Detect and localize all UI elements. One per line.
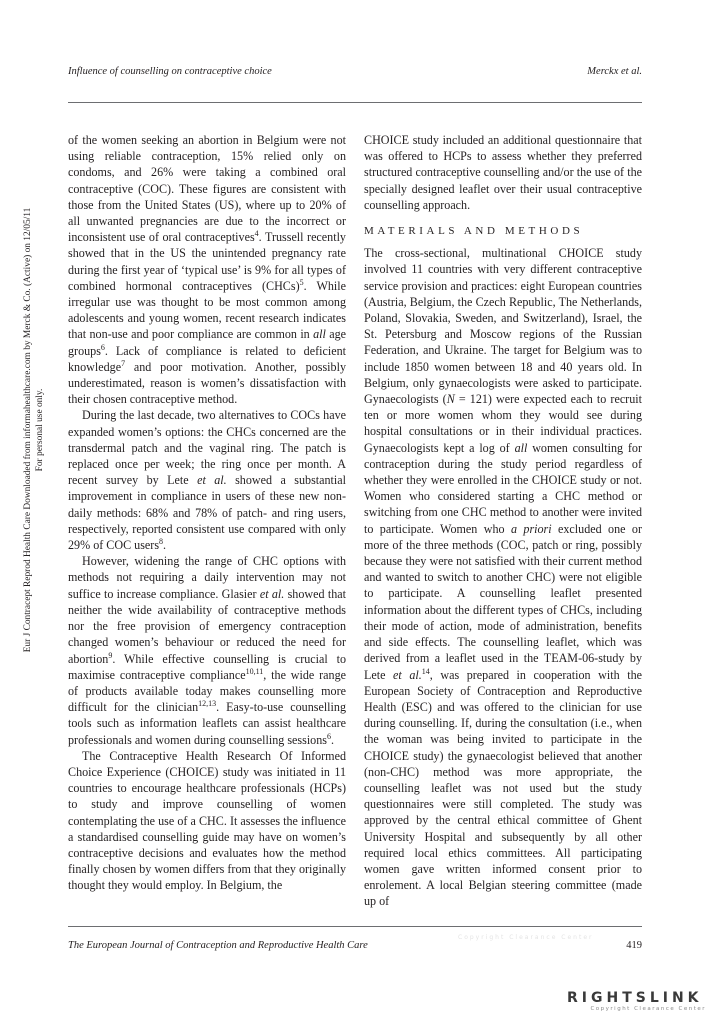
paragraph: CHOICE study included an additional questionnaire that was offered to HCPs to assess whether they preferred structured contraceptive counselling and/or the use of the specially designed leaflet over their usual contraceptive counselling approach. [364, 133, 642, 212]
running-header [68, 64, 642, 84]
citation[interactable]: 4 [254, 229, 259, 239]
section-heading: MATERIALS AND METHODS [364, 225, 584, 238]
citation[interactable]: 6 [326, 731, 331, 741]
citation[interactable]: 7 [121, 358, 126, 368]
citation[interactable]: 12,13 [198, 699, 217, 709]
citation[interactable]: 14 [421, 666, 430, 676]
download-notice-line: Eur J Contracept Reprod Health Care Downloaded from informahealthcare.com by Merck & Co. (Active) on 12/05/11 [23, 207, 33, 653]
page-number: 419 [626, 940, 642, 951]
running-title: Influence of counselling on contraceptive choice [68, 66, 272, 77]
citation[interactable]: 8 [159, 537, 164, 547]
paragraph: The Contraceptive Health Research Of Informed Choice Experience (CHOICE) study was initiated in 11 countries to encourage healthcare professionals (HCPs) to study and improve counselling of women contemplating the use of a CHC. It assesses the influence a standardised counselling guide may have on women’s contraceptive decisions and evaluates how the method finally chosen by women differs from that they originally thought they would employ. In Belgium, the [68, 748, 346, 893]
header-rule [68, 102, 642, 103]
citation[interactable]: 5 [299, 277, 304, 287]
citation[interactable]: 6 [100, 342, 105, 352]
personal-use-notice: For personal use only. [35, 388, 45, 472]
footer-rule [68, 926, 642, 927]
paragraph: The cross-sectional, multinational CHOICE study involved 11 countries with very different contraceptive service provision and practices: eight European countries (Austria, Belgium, the Czech Republic, The Netherlands, Poland, Slovakia, Sweden, and Switzerland), Israel, the St. Petersburg and Moscow regions of the Russian Federation, and Ukraine. The target for Belgium was to include 1850 women between 18 and 40 years old. In Belgium, only gynaecologists were asked to participate. Gynaecologists (N = 121) were expected each to recruit ten or more women whom they would see during hospital consultations or in their individual practices. Gynaecologists kept a log of all women consulting for contraception during the study period regardless of whether they were enrolled in the CHOICE study or not. Women who considered starting a CHC method or switching from one CHC method to another were invited to participate. Women who a priori excluded one or more of the three methods (COC, patch or ring, possibly because they were not satisfied with their current method and wanted to switch to another CHC) were not eligible to participate. A counselling leaflet presented information about the different types of CHCs, including their mode of action, mode of administration, benefits and side effects. The counselling leaflet, which was derived from a leaflet used in the TEAM-06-study by Lete et al.$^{14}$, was prepared in cooperation with the European Society of Contraception and Reproductive Health (ESC) and was offered to the clinician for use during counselling. If, during the consultation (i.e., when the woman was being invited to participate in the CHOICE study) the gynaecologist believed that another (non-CHC) method was more appropriate, the counselling leaflet was not used but the study questionnaires were still completed. The study was approved by the central ethical committee of Ghent University Hospital and subsequently by all other required local ethics committees. All participating women gave written informed consent prior to enrolement. A local Belgian steering committee (made up of [364, 246, 642, 909]
paragraph: of the women seeking an abortion in Belgium were not using reliable contraception, 15% relied only on condoms, and 26% were taking a combined oral contraceptive (COC). These figures are consistent with those from the United States (US), where up to 20% of all unwanted pregnancies are due to the incorrect or inconsistent use of oral contraceptives$^4$. Trussell recently showed that in the US the unintended pregnancy rate during the first year of ‘typical use’ is 9% for all types of combined hormonal contraceptives (CHCs)$^5$. While irregular use was thought to be most common among adolescents and young women, recent research indicates that non-use and poor compliance are common in all age groups$^6$. Lack of compliance is related to deficient knowledge$^7$ and poor motivation. Another, possibly underestimated, reason is women’s dissatisfaction with their chosen contraceptive method. [68, 133, 346, 407]
citation[interactable]: 9 [108, 650, 113, 660]
journal-name: The European Journal of Contraception and Reproductive Health Care [68, 940, 368, 951]
watermark-text: Copyright Clearance Center [458, 934, 594, 941]
download-notice [4, 160, 64, 700]
paragraph: During the last decade, two alternatives to COCs have expanded women’s options: the CHCs concerned are the transdermal patch and the vaginal ring. The patch is replaced once per week; the ring once per month. A recent survey by Lete et al. showed a substantial improvement in compliance in users of these new non-daily methods: 68% and 78% of patch- and ring users, respectively, reported consistent use compared with only 29% of COC users$^8$. [68, 408, 347, 553]
rightslink-wordmark: RIGHTSLINK [567, 990, 703, 1006]
right-column [364, 132, 642, 910]
rightslink-logo[interactable] [567, 990, 712, 1020]
running-authors: Merckx et al. [587, 66, 642, 77]
rightslink-subtitle: Copyright Clearance Center [590, 1006, 706, 1012]
left-column [68, 132, 346, 894]
citation[interactable]: 10,11 [245, 666, 264, 676]
paragraph: However, widening the range of CHC options with methods not requiring a daily intervention may not suffice to increase compliance. Glasier et al. showed that neither the wide availability of contraceptive methods nor the free provision of emergency contraception changed women’s behaviour or reduced the need for abortion$^9$. While effective counselling is crucial to maximise contraceptive compliance$^{10,11}$, the wide range of products available today makes counselling more difficult for the clinician$^{12,13}$. Easy-to-use counselling tools such as information leaflets can assist healthcare professionals and women during counselling sessions$^6$. [68, 554, 346, 747]
